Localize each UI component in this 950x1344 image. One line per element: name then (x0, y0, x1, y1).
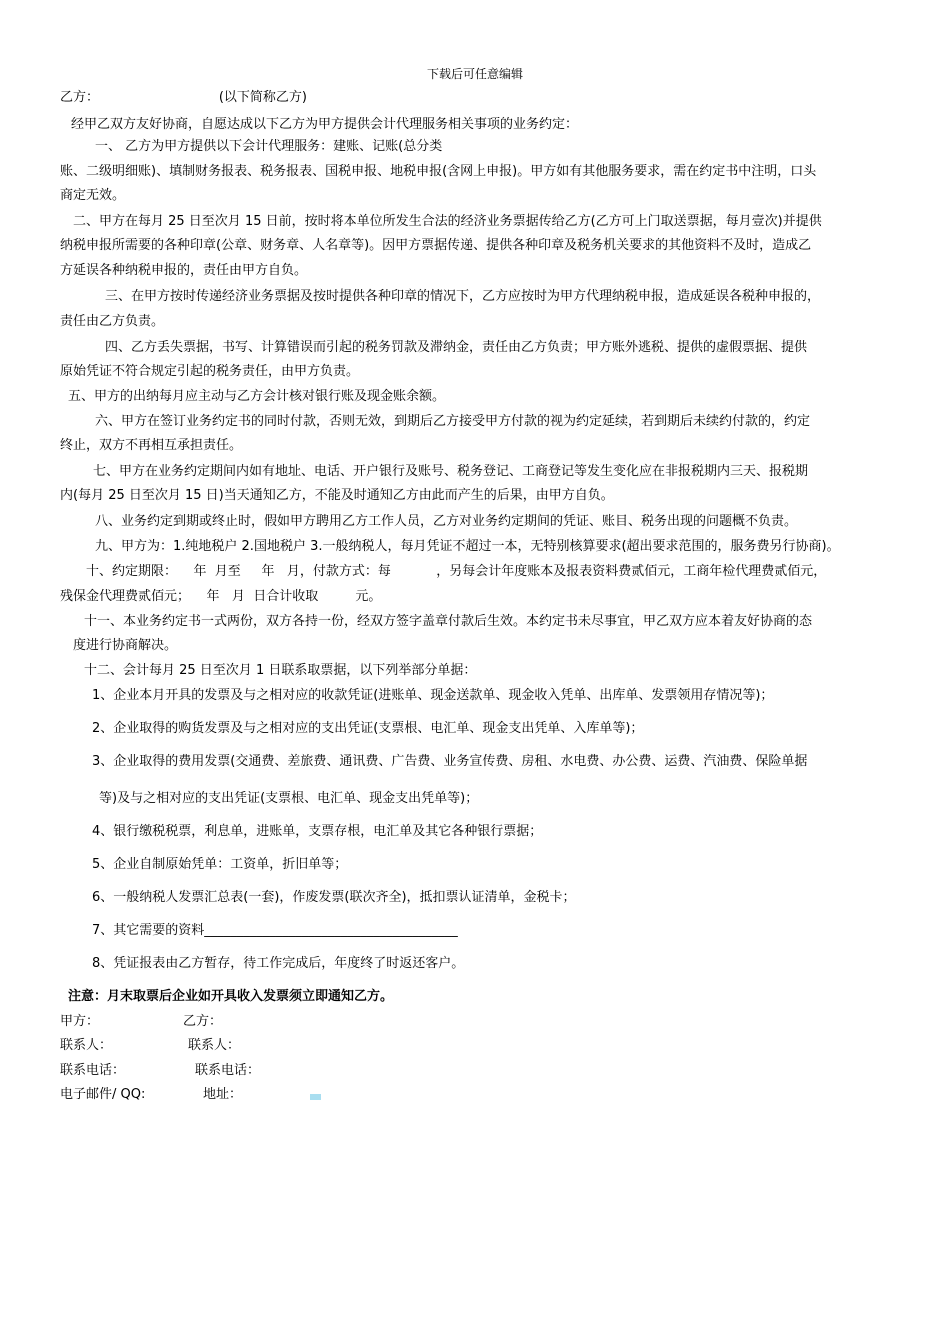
clause-4-line-1: 四、乙方丢失票据，书写、计算错误而引起的税务罚款及滞纳金，责任由乙方负责；甲方账外逃税、提供的虚假票据、提供 (105, 340, 808, 355)
contact-a-label: 联系人： (60, 1038, 113, 1053)
item-3-line-2: 等)及与之相对应的支出凭证(支票根、电汇单、现金支出凭单等)； (99, 791, 479, 806)
page-header: 下载后可任意编辑 (426, 67, 523, 81)
clause-11-line-2: 度进行协商解决。 (73, 638, 178, 653)
clause-10-line-1: 十、约定期限： 年 月至 年 月，付款方式：每 ，另每会计年度账本及报表资料费贰佰元，工商年检代理费贰佰元， (86, 564, 827, 579)
clause-9: 九、甲方为：1.纯地税户 2.国地税户 3.一般纳税人，每月凭证不超过一本，无特别核算要求(超出要求范围的，服务费另行协商)。 (95, 539, 840, 554)
clause-2-line-2: 纳税申报所需要的各种印章(公章、财务章、人名章等)。因甲方票据传递、提供各种印章及税务机关要求的其他资料不及时，造成乙 (60, 238, 812, 253)
clause-1-line-2: 账、二级明细账)、填制财务报表、税务报表、国税申报、地税申报(含网上申报)。甲方如有其他服务要求，需在约定书中注明，口头 (60, 164, 817, 179)
email-qq-label: 电子邮件/ QQ: (60, 1087, 146, 1102)
clause-7-line-2: 内(每月 25 日至次月 15 日)当天通知乙方，不能及时通知乙方由此而产生的后果，由甲方自负。 (60, 488, 614, 503)
clause-10-line-2: 残保金代理费贰佰元； 年 月 日合计收取 元。 (60, 589, 382, 604)
item-4: 4、银行缴税税票，利息单，进账单，支票存根，电汇单及其它各种银行票据； (92, 824, 543, 839)
clause-1-line-1: 一、 乙方为甲方提供以下会计代理服务：建账、记账(总分类 (95, 139, 443, 154)
party-b-intro: 乙方： (以下简称乙方) (60, 90, 307, 105)
item-1: 1、企业本月开具的发票及与之相对应的收款凭证(进账单、现金送款单、现金收入凭单、出库单、发票领用存情况等)； (92, 688, 774, 703)
clause-3-line-1: 三、在甲方按时传递经济业务票据及按时提供各种印章的情况下，乙方应按时为甲方代理纳税申报，造成延误各税种申报的， (105, 289, 821, 304)
clause-6-line-1: 六、甲方在签订业务约定书的同时付款，否则无效，到期后乙方接受甲方付款的视为约定延续，若到期后未续约付款的，约定 (95, 414, 811, 429)
contact-b-label: 联系人： (188, 1038, 241, 1053)
clause-8: 八、业务约定到期或终止时，假如甲方聘用乙方工作人员，乙方对业务约定期间的凭证、账目、税务出现的问题概不负责。 (95, 514, 798, 529)
clause-12: 十二、会计每月 25 日至次月 1 日联系取票据，以下列举部分单据： (84, 663, 477, 678)
party-b-label: 乙方： (183, 1014, 223, 1029)
clause-4-line-2: 原始凭证不符合规定引起的税务责任，由甲方负责。 (60, 364, 360, 379)
clause-1-line-3: 商定无效。 (60, 188, 126, 203)
clause-5: 五、甲方的出纳每月应主动与乙方会计核对银行账及现金账余额。 (68, 389, 446, 404)
clause-6-line-2: 终止，双方不再相互承担责任。 (60, 438, 243, 453)
item-5: 5、企业自制原始凭单：工资单，折旧单等； (92, 857, 348, 872)
phone-a-label: 联系电话： (60, 1063, 126, 1078)
clause-3-line-2: 责任由乙方负责。 (60, 314, 165, 329)
party-a-label: 甲方： (60, 1014, 100, 1029)
address-label: 地址： (203, 1087, 243, 1102)
note-bold: 注意：月末取票后企业如开具收入发票须立即通知乙方。 (68, 989, 394, 1004)
phone-b-label: 联系电话： (195, 1063, 261, 1078)
item-7: 7、其它需要的资料_______________________________________ (92, 923, 458, 938)
item-2: 2、企业取得的购货发票及与之相对应的支出凭证(支票根、电汇单、现金支出凭单、入库单等)； (92, 721, 644, 736)
intro-paragraph: 经甲乙双方友好协商，自愿达成以下乙方为甲方提供会计代理服务相关事项的业务约定： (71, 117, 579, 132)
highlight-mark (310, 1094, 321, 1100)
clause-11-line-1: 十一、本业务约定书一式两份，双方各持一份，经双方签字盖章付款后生效。本约定书未尽事宜，甲乙双方应本着友好协商的态 (84, 614, 813, 629)
item-6: 6、一般纳税人发票汇总表(一套)，作废发票(联次齐全)，抵扣票认证清单，金税卡； (92, 890, 576, 905)
clause-2-line-1: 二、甲方在每月 25 日至次月 15 日前，按时将本单位所发生合法的经济业务票据传给乙方(乙方可上门取送票据，每月壹次)并提供 (73, 214, 822, 229)
clause-7-line-1: 七、甲方在业务约定期间内如有地址、电话、开户银行及账号、税务登记、工商登记等发生变化应在非报税期内三天、报税期 (93, 464, 809, 479)
item-8: 8、凭证报表由乙方暂存，待工作完成后，年度终了时返还客户。 (92, 956, 465, 971)
item-3-line-1: 3、企业取得的费用发票(交通费、差旅费、通讯费、广告费、业务宣传费、房租、水电费、办公费、运费、汽油费、保险单据 (92, 754, 808, 769)
clause-2-line-3: 方延误各种纳税申报的，责任由甲方自负。 (60, 263, 308, 278)
